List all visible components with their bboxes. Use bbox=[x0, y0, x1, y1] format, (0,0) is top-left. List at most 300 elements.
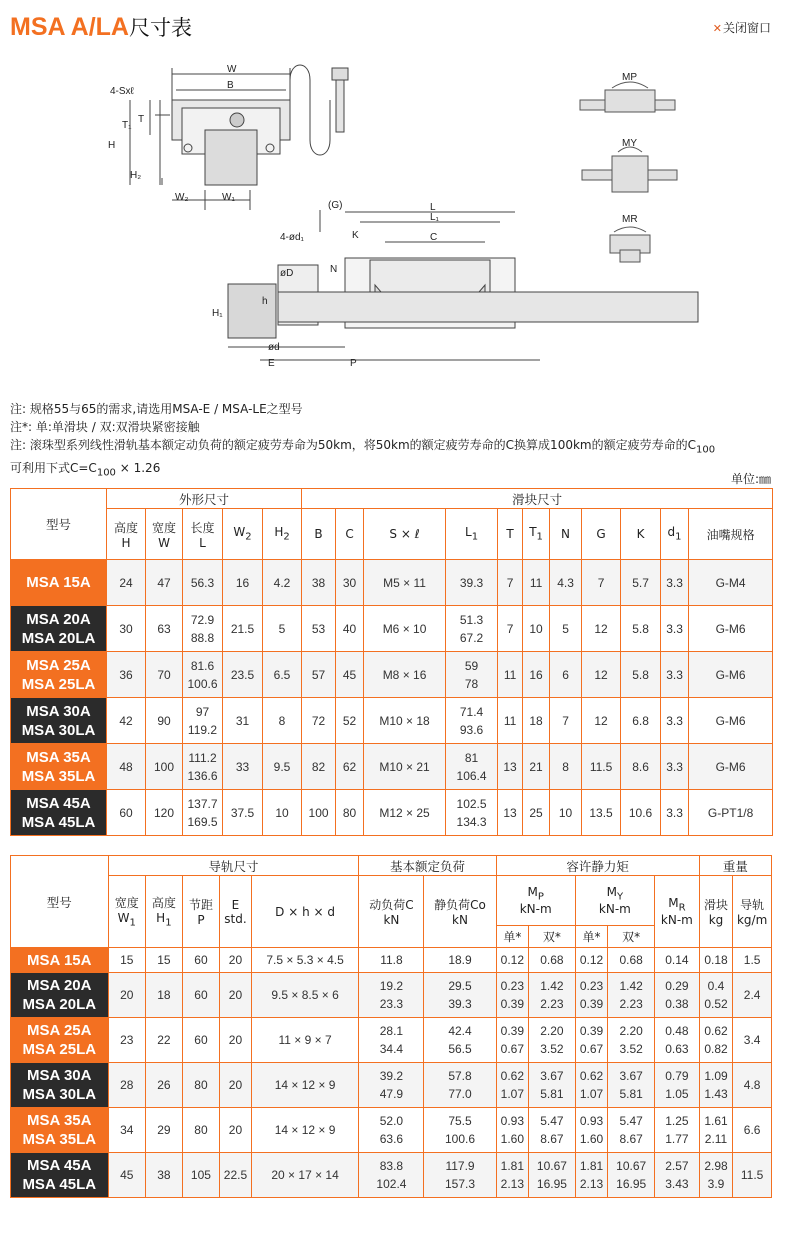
cell-oil: G-M6 bbox=[689, 606, 773, 652]
model-cell bbox=[11, 790, 107, 836]
cell-W1: 45 bbox=[108, 1153, 146, 1198]
cell-wb-line-1: 0.18 bbox=[704, 953, 728, 967]
cell-T1: 25 bbox=[523, 790, 550, 836]
cell-P: 60 bbox=[182, 973, 220, 1018]
col-d1: $d_1$ bbox=[661, 509, 689, 560]
cell-my2-line-2: 3.52 bbox=[619, 1042, 643, 1056]
label-H2: H₂ bbox=[130, 170, 142, 181]
model-cell bbox=[11, 652, 107, 698]
model-cell bbox=[11, 744, 107, 790]
col-C: C bbox=[336, 509, 364, 560]
label-N: N bbox=[330, 264, 338, 275]
label-L: L bbox=[430, 202, 436, 213]
cell-C-line-1: 83.8 bbox=[379, 1159, 404, 1173]
cell-W2: 21.5 bbox=[223, 606, 263, 652]
model-name-line-2: MSA 20LA bbox=[21, 629, 96, 647]
cell-my2-line-1: 10.67 bbox=[616, 1159, 647, 1173]
table-row bbox=[11, 560, 773, 606]
label-T1: T₁ bbox=[122, 120, 132, 131]
col-mr: $M_R$ kN-m bbox=[655, 876, 700, 948]
cell-L1-line-1: 51.3 bbox=[459, 612, 484, 627]
cell-my2-line-2: 8.67 bbox=[619, 1132, 643, 1146]
front-view bbox=[130, 65, 348, 210]
cell-wb-line-1: 1.09 bbox=[704, 1069, 728, 1083]
cell-wr: 4.8 bbox=[733, 1063, 772, 1108]
cell-wr: 11.5 bbox=[733, 1153, 772, 1198]
cell-mr-line-2: 1.77 bbox=[665, 1132, 689, 1146]
cell-my1-line-2: 0.39 bbox=[579, 997, 604, 1011]
cell-S: M10 × 18 bbox=[364, 698, 446, 744]
cell-B: 38 bbox=[302, 560, 336, 606]
group-outer: 外形尺寸 bbox=[107, 489, 302, 509]
col-H2: $H_2$ bbox=[263, 509, 302, 560]
cell-Co-line-2: 157.3 bbox=[444, 1177, 476, 1191]
cell-mr-line-2: 0.63 bbox=[665, 1042, 689, 1056]
cell-mp2-line-1: 3.67 bbox=[540, 1069, 564, 1083]
model-cell bbox=[11, 1063, 109, 1108]
cell-B: 100 bbox=[302, 790, 336, 836]
cell-C-line-1: 28.1 bbox=[379, 1024, 404, 1038]
cell-oil: G-M6 bbox=[689, 698, 773, 744]
cell-E: 20 bbox=[220, 973, 251, 1018]
cell-P: 60 bbox=[182, 1018, 220, 1063]
col-T1: $T_1$ bbox=[523, 509, 550, 560]
cell-N: 4.3 bbox=[550, 560, 582, 606]
cell-d1: 3.3 bbox=[661, 606, 689, 652]
cell-H: 42 bbox=[107, 698, 146, 744]
cell-wb-line-1: 1.61 bbox=[704, 1114, 728, 1128]
note-2: 注*: 单:单滑块 / 双:双滑块紧密接触 bbox=[10, 420, 200, 434]
cell-L-line-1: 111.2 bbox=[188, 750, 217, 765]
cell-P: 80 bbox=[182, 1108, 220, 1153]
label-P: P bbox=[350, 358, 357, 369]
cell-L-line-1: 81.6 bbox=[190, 658, 215, 673]
cell-d1: 3.3 bbox=[661, 560, 689, 606]
cell-Co-line-2: 39.3 bbox=[448, 997, 472, 1011]
model-name-line-1: MSA 25A bbox=[26, 656, 91, 674]
cell-wb-line-1: 0.4 bbox=[707, 979, 725, 993]
table-row bbox=[11, 790, 773, 836]
col-E: E std. bbox=[220, 876, 251, 948]
cell-P: 80 bbox=[182, 1063, 220, 1108]
col-L: 长度 L bbox=[183, 509, 223, 560]
cell-mr-line-2: 1.05 bbox=[665, 1087, 689, 1101]
cell-H2: 9.5 bbox=[263, 744, 302, 790]
col-H: 高度 H bbox=[107, 509, 146, 560]
cell-L1-line-2: 93.6 bbox=[459, 722, 484, 737]
cell-my2-line-1: 5.47 bbox=[619, 1114, 643, 1128]
cell-T1: 21 bbox=[523, 744, 550, 790]
table-row bbox=[11, 652, 773, 698]
col-model: 型号 bbox=[11, 489, 107, 560]
cell-Co-line-1: 75.5 bbox=[448, 1114, 472, 1128]
cell-S: M5 × 11 bbox=[364, 560, 446, 606]
cell-B: 82 bbox=[302, 744, 336, 790]
model-name-line-2: MSA 30LA bbox=[22, 1086, 97, 1103]
cell-my2-line-1: 2.20 bbox=[619, 1024, 643, 1038]
close-window-link[interactable] bbox=[713, 19, 771, 36]
model-name-line-1: MSA 20A bbox=[27, 977, 92, 994]
cell-my1-line-2: 1.07 bbox=[579, 1087, 604, 1101]
model-name-line-1: MSA 45A bbox=[26, 794, 91, 812]
cell-Co-line-2: 56.5 bbox=[448, 1042, 472, 1056]
label-H1: H₁ bbox=[212, 308, 223, 319]
label-C: C bbox=[430, 232, 438, 243]
cell-my1-line-1: 1.81 bbox=[579, 1159, 604, 1173]
col-mp-single: 单* bbox=[496, 926, 529, 948]
cell-C-line-1: 11.8 bbox=[380, 953, 403, 967]
cell-wr: 2.4 bbox=[733, 973, 772, 1018]
cell-G: 11.5 bbox=[582, 744, 621, 790]
cell-mp1-line-1: 0.62 bbox=[500, 1069, 524, 1083]
cell-mr-line-1: 0.48 bbox=[665, 1024, 689, 1038]
cell-C: 52 bbox=[336, 698, 364, 744]
cell-mp1-line-1: 0.23 bbox=[500, 979, 524, 993]
col-model-2: 型号 bbox=[11, 856, 109, 948]
cell-mp2-line-2: 3.52 bbox=[540, 1042, 564, 1056]
cell-E: 22.5 bbox=[220, 1153, 251, 1198]
cell-H1: 15 bbox=[146, 948, 183, 973]
cell-T1: 16 bbox=[523, 652, 550, 698]
cell-my2-line-2: 5.81 bbox=[619, 1087, 643, 1101]
col-K: K bbox=[621, 509, 661, 560]
label-MP: MP bbox=[622, 72, 637, 83]
cell-H2: 6.5 bbox=[263, 652, 302, 698]
cell-wb-line-2: 0.82 bbox=[704, 1042, 728, 1056]
cell-dhd: 7.5 × 5.3 × 4.5 bbox=[251, 948, 359, 973]
cell-K: 8.6 bbox=[621, 744, 661, 790]
cell-L1-line-1: 59 bbox=[464, 658, 479, 673]
cell-C-line-1: 52.0 bbox=[379, 1114, 404, 1128]
group-block: 滑块尺寸 bbox=[302, 489, 773, 509]
col-weight-rail: 导轨 kg/m bbox=[733, 876, 772, 948]
col-G: G bbox=[582, 509, 621, 560]
model-cell bbox=[11, 1018, 109, 1063]
cell-C: 40 bbox=[336, 606, 364, 652]
label-B: B bbox=[227, 80, 234, 91]
col-H1: 高度 $H_1$ bbox=[146, 876, 183, 948]
table-row bbox=[11, 1063, 772, 1108]
model-name-line-1: MSA 35A bbox=[26, 748, 91, 766]
model-cell bbox=[11, 1153, 109, 1198]
group-weight: 重量 bbox=[699, 856, 771, 876]
col-S: S × ℓ bbox=[364, 509, 446, 560]
cell-mp2-line-1: 10.67 bbox=[536, 1159, 567, 1173]
col-dhd: D × h × d bbox=[251, 876, 359, 948]
table-row bbox=[11, 948, 772, 973]
cell-C: 45 bbox=[336, 652, 364, 698]
col-sta: 静负荷Co kN bbox=[424, 876, 496, 948]
cell-my2-line-1: 3.67 bbox=[619, 1069, 643, 1083]
cell-H2: 5 bbox=[263, 606, 302, 652]
cell-B: 72 bbox=[302, 698, 336, 744]
cell-dhd: 14 × 12 × 9 bbox=[251, 1108, 359, 1153]
label-phiD: øD bbox=[280, 268, 294, 279]
cell-E: 20 bbox=[220, 1018, 251, 1063]
cell-H: 30 bbox=[107, 606, 146, 652]
cell-G: 12 bbox=[582, 698, 621, 744]
cell-my1-line-2: 2.13 bbox=[579, 1177, 604, 1191]
cell-mp2-line-2: 8.67 bbox=[540, 1132, 564, 1146]
label-h: h bbox=[262, 296, 268, 307]
cell-W2: 16 bbox=[223, 560, 263, 606]
model-cell bbox=[11, 973, 109, 1018]
table-row bbox=[11, 1108, 772, 1153]
cell-L-line-1: 97 bbox=[195, 704, 210, 719]
label-W1: W₁ bbox=[222, 192, 235, 203]
cell-W: 70 bbox=[146, 652, 183, 698]
cell-T: 7 bbox=[498, 560, 523, 606]
label-K: K bbox=[352, 230, 359, 241]
cell-mr-line-1: 0.29 bbox=[665, 979, 689, 993]
cell-d1: 3.3 bbox=[661, 652, 689, 698]
cell-H1: 18 bbox=[146, 973, 183, 1018]
cell-mp1-line-1: 1.81 bbox=[500, 1159, 524, 1173]
cell-my1-line-1: 0.12 bbox=[579, 953, 604, 967]
cell-H: 60 bbox=[107, 790, 146, 836]
cell-C: 30 bbox=[336, 560, 364, 606]
cell-L-line-2: 88.8 bbox=[190, 630, 215, 645]
cell-K: 5.7 bbox=[621, 560, 661, 606]
cell-B: 57 bbox=[302, 652, 336, 698]
model-name-line-1: MSA 30A bbox=[26, 702, 91, 720]
cell-oil: G-M4 bbox=[689, 560, 773, 606]
col-mp-double: 双* bbox=[529, 926, 576, 948]
model-name-line-1: MSA 45A bbox=[27, 1157, 92, 1174]
model-name-line-2: MSA 45LA bbox=[21, 813, 96, 831]
cell-my2-line-2: 2.23 bbox=[619, 997, 643, 1011]
cell-W1: 23 bbox=[108, 1018, 146, 1063]
cell-L-line-2: 100.6 bbox=[187, 676, 218, 691]
rail-load-table bbox=[10, 855, 772, 1198]
cell-G: 7 bbox=[582, 560, 621, 606]
cell-mp2-line-2: 2.23 bbox=[540, 997, 564, 1011]
cell-L-line-1: 56.3 bbox=[190, 575, 215, 590]
cell-W: 47 bbox=[146, 560, 183, 606]
cell-dhd: 9.5 × 8.5 × 6 bbox=[251, 973, 359, 1018]
table-row bbox=[11, 1153, 772, 1198]
model-cell bbox=[11, 606, 107, 652]
cell-L1-line-1: 71.4 bbox=[459, 704, 484, 719]
table-row bbox=[11, 744, 773, 790]
group-moment: 容许静力矩 bbox=[496, 856, 699, 876]
cell-E: 20 bbox=[220, 1108, 251, 1153]
cell-d1: 3.3 bbox=[661, 698, 689, 744]
cell-W1: 34 bbox=[108, 1108, 146, 1153]
col-W2: $W_2$ bbox=[223, 509, 263, 560]
model-name-line-2: MSA 30LA bbox=[21, 721, 96, 739]
cell-T: 7 bbox=[498, 606, 523, 652]
model-cell bbox=[11, 560, 107, 606]
cell-W: 100 bbox=[146, 744, 183, 790]
block-dimension-table bbox=[10, 488, 773, 836]
label-d1: 4-ød₁ bbox=[280, 232, 304, 243]
page-title bbox=[10, 10, 192, 45]
cell-d1: 3.3 bbox=[661, 790, 689, 836]
cell-mp1-line-2: 1.60 bbox=[500, 1132, 524, 1146]
cell-C-line-2: 23.3 bbox=[379, 997, 404, 1011]
cell-K: 5.8 bbox=[621, 606, 661, 652]
cell-L-line-1: 137.7 bbox=[187, 796, 218, 811]
cell-H: 48 bbox=[107, 744, 146, 790]
cell-H1: 38 bbox=[146, 1153, 183, 1198]
cell-oil: G-M6 bbox=[689, 652, 773, 698]
model-name-line-2: MSA 25LA bbox=[21, 675, 96, 693]
cell-mp1-line-2: 0.39 bbox=[500, 997, 524, 1011]
col-N: N bbox=[550, 509, 582, 560]
cell-dhd: 11 × 9 × 7 bbox=[251, 1018, 359, 1063]
cell-L1-line-1: 102.5 bbox=[456, 796, 487, 811]
col-T: T bbox=[498, 509, 523, 560]
cell-mr-line-1: 1.25 bbox=[665, 1114, 689, 1128]
col-my: $M_Y$ kN-m bbox=[575, 876, 654, 926]
cell-my1-line-1: 0.93 bbox=[579, 1114, 604, 1128]
cell-G: 12 bbox=[582, 606, 621, 652]
cell-Co-line-1: 117.9 bbox=[445, 1159, 475, 1173]
cell-wb-line-2: 2.11 bbox=[704, 1132, 728, 1146]
cell-H2: 8 bbox=[263, 698, 302, 744]
title-suffix: 尺寸表 bbox=[128, 16, 192, 40]
label-phid: ød bbox=[268, 342, 280, 353]
cell-K: 10.6 bbox=[621, 790, 661, 836]
table-row bbox=[11, 698, 773, 744]
cell-dhd: 14 × 12 × 9 bbox=[251, 1063, 359, 1108]
cell-S: M12 × 25 bbox=[364, 790, 446, 836]
cell-L-line-1: 72.9 bbox=[190, 612, 215, 627]
col-P: 节距 P bbox=[182, 876, 220, 948]
cell-H1: 26 bbox=[146, 1063, 183, 1108]
cell-mr-line-2: 3.43 bbox=[665, 1177, 689, 1191]
label-H: H bbox=[108, 140, 116, 151]
cell-S: M10 × 21 bbox=[364, 744, 446, 790]
cell-L-line-2: 119.2 bbox=[187, 722, 218, 737]
cell-wb-line-1: 2.98 bbox=[704, 1159, 728, 1173]
cell-d1: 3.3 bbox=[661, 744, 689, 790]
block-table-body bbox=[11, 560, 773, 836]
cell-my1-line-2: 0.67 bbox=[579, 1042, 604, 1056]
cell-C: 62 bbox=[336, 744, 364, 790]
model-name-line-2: MSA 45LA bbox=[22, 1176, 97, 1193]
col-dyn: 动负荷C kN bbox=[359, 876, 424, 948]
note-3: 注: 滚珠型系列线性滑轨基本额定动负荷的额定疲劳寿命为50km，将50km的额定疲劳寿命的C换算成100km的额定疲劳寿命的$C_{100}$ bbox=[10, 438, 716, 456]
cell-L-line-2: 136.6 bbox=[187, 768, 218, 783]
cell-C-line-2: 34.4 bbox=[379, 1042, 404, 1056]
cell-wb-line-1: 0.62 bbox=[704, 1024, 728, 1038]
cell-my1-line-1: 0.62 bbox=[579, 1069, 604, 1083]
model-name-line-2: MSA 35LA bbox=[21, 767, 96, 785]
cell-mp1-line-1: 0.93 bbox=[500, 1114, 524, 1128]
cell-W2: 33 bbox=[223, 744, 263, 790]
cell-mr-line-2: 0.38 bbox=[665, 997, 689, 1011]
label-L1: L₁ bbox=[430, 212, 439, 223]
col-my-single: 单* bbox=[575, 926, 608, 948]
notes bbox=[10, 400, 715, 483]
cell-oil: G-PT1/8 bbox=[689, 790, 773, 836]
cell-my2-line-1: 0.68 bbox=[619, 953, 643, 967]
label-T: T bbox=[138, 114, 145, 125]
cell-G: 12 bbox=[582, 652, 621, 698]
cell-mp2-line-1: 5.47 bbox=[540, 1114, 564, 1128]
table-row bbox=[11, 973, 772, 1018]
cell-Co-line-1: 29.5 bbox=[448, 979, 472, 993]
cell-W2: 31 bbox=[223, 698, 263, 744]
cell-G: 13.5 bbox=[582, 790, 621, 836]
col-my-double: 双* bbox=[608, 926, 655, 948]
col-L1: $L_1$ bbox=[446, 509, 498, 560]
close-icon: ✕ bbox=[712, 22, 722, 35]
cell-mp2-line-1: 0.68 bbox=[540, 953, 564, 967]
label-MY: MY bbox=[622, 138, 637, 149]
cell-Co-line-1: 57.8 bbox=[448, 1069, 472, 1083]
cell-C-line-2: 63.6 bbox=[379, 1132, 404, 1146]
cell-W: 90 bbox=[146, 698, 183, 744]
cell-wb-line-2: 0.52 bbox=[704, 997, 728, 1011]
cell-wb-line-2: 1.43 bbox=[704, 1087, 728, 1101]
cell-N: 5 bbox=[550, 606, 582, 652]
label-W: W bbox=[227, 64, 237, 75]
cell-C-line-2: 102.4 bbox=[376, 1177, 407, 1191]
cell-S: M6 × 10 bbox=[364, 606, 446, 652]
cell-K: 6.8 bbox=[621, 698, 661, 744]
cell-mp1-line-2: 1.07 bbox=[500, 1087, 524, 1101]
cell-T: 11 bbox=[498, 698, 523, 744]
col-oil: 油嘴规格 bbox=[689, 509, 773, 560]
cell-mr-line-1: 0.79 bbox=[665, 1069, 689, 1083]
cell-N: 10 bbox=[550, 790, 582, 836]
cell-my1-line-1: 0.23 bbox=[579, 979, 604, 993]
label-sxl: 4-Sxℓ bbox=[110, 86, 134, 97]
note-1: 注: 规格55与65的需求,请选用MSA-E / MSA-LE之型号 bbox=[10, 402, 303, 416]
cell-W1: 15 bbox=[108, 948, 146, 973]
cell-T: 13 bbox=[498, 744, 523, 790]
model-cell bbox=[11, 1108, 109, 1153]
cell-mp2-line-2: 5.81 bbox=[540, 1087, 564, 1101]
cell-H1: 29 bbox=[146, 1108, 183, 1153]
cell-H1: 22 bbox=[146, 1018, 183, 1063]
model-cell bbox=[11, 948, 109, 973]
cell-L1-line-2: 106.4 bbox=[456, 768, 487, 783]
cell-C-line-1: 19.2 bbox=[379, 979, 404, 993]
cell-mp1-line-1: 0.12 bbox=[500, 953, 524, 967]
cell-wr: 1.5 bbox=[733, 948, 772, 973]
cell-P: 60 bbox=[182, 948, 220, 973]
rail-table-body bbox=[11, 948, 772, 1198]
cell-W1: 28 bbox=[108, 1063, 146, 1108]
cell-L1-line-2: 78 bbox=[464, 676, 479, 691]
cell-C-line-2: 47.9 bbox=[379, 1087, 404, 1101]
cell-B: 53 bbox=[302, 606, 336, 652]
cell-L1-line-1: 81 bbox=[464, 750, 479, 765]
cell-P: 105 bbox=[182, 1153, 220, 1198]
col-weight-block: 滑块 kg bbox=[699, 876, 733, 948]
cell-mp1-line-2: 0.67 bbox=[500, 1042, 524, 1056]
cell-L1-line-2: 67.2 bbox=[459, 630, 484, 645]
label-MR: MR bbox=[622, 214, 638, 225]
cell-my2-line-2: 16.95 bbox=[616, 1177, 647, 1191]
model-name-line-1: MSA 35A bbox=[27, 1112, 92, 1129]
cell-mp2-line-1: 2.20 bbox=[540, 1024, 564, 1038]
cell-E: 20 bbox=[220, 1063, 251, 1108]
cell-Co-line-2: 77.0 bbox=[448, 1087, 472, 1101]
model-name-line-2: MSA 35LA bbox=[22, 1131, 97, 1148]
cell-T1: 10 bbox=[523, 606, 550, 652]
model-name-line-2: MSA 20LA bbox=[22, 996, 97, 1013]
cell-H: 36 bbox=[107, 652, 146, 698]
cell-mr-line-1: 2.57 bbox=[665, 1159, 689, 1173]
cell-L1-line-2: 134.3 bbox=[456, 814, 487, 829]
table-row bbox=[11, 1018, 772, 1063]
cell-Co-line-2: 100.6 bbox=[444, 1132, 476, 1146]
